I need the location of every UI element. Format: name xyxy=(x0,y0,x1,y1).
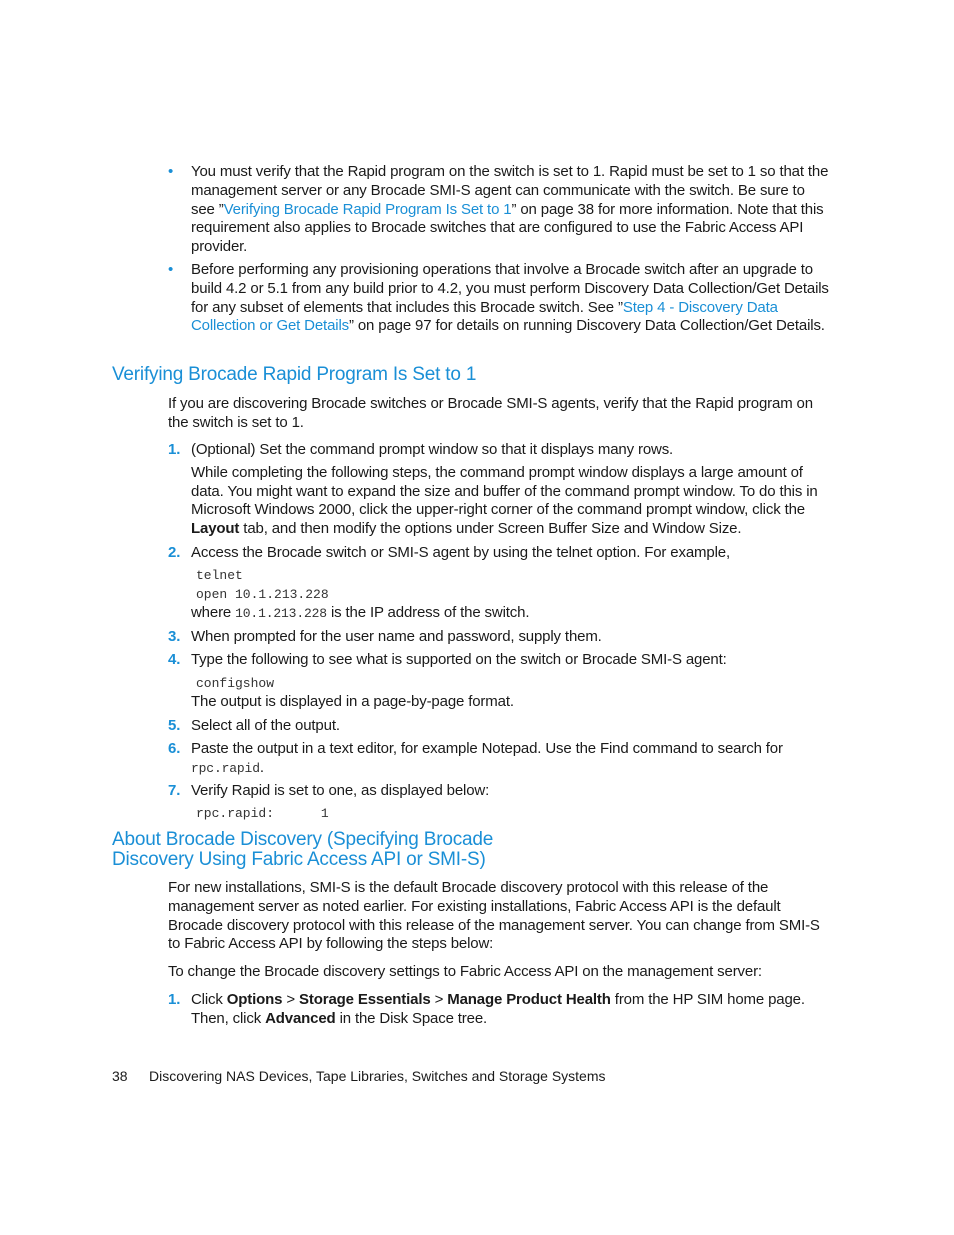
code-rapid: rpc.rapid: 1 xyxy=(196,806,329,821)
step-item xyxy=(168,717,832,736)
where-text xyxy=(191,604,831,624)
advanced-label: Advanced xyxy=(265,1009,336,1027)
step-text xyxy=(191,740,832,779)
step-text: (Optional) Set the command prompt window so that it displays many rows. xyxy=(191,441,674,458)
click-text: Click xyxy=(191,991,227,1008)
step-item xyxy=(168,651,832,670)
bullet-item xyxy=(168,163,832,257)
bullet-dot-icon: • xyxy=(168,260,174,278)
storage-essentials-label: Storage Essentials xyxy=(299,991,431,1008)
from-text: from the HP SIM home page. Then, click xyxy=(191,991,805,1027)
step-item xyxy=(168,740,832,779)
step-detail xyxy=(191,464,832,539)
step-number: 3. xyxy=(168,628,181,645)
step-item xyxy=(168,991,832,1029)
rpc-rapid-code: rpc.rapid xyxy=(191,760,260,776)
options-label: Options xyxy=(226,991,283,1008)
code-telnet: telnet xyxy=(196,568,243,583)
manage-product-health-label: Manage Product Health xyxy=(447,991,611,1008)
bullet-text-end: ” on page 97 for details on running Discovery Data Collection/Get Details. xyxy=(348,317,825,335)
ip-address: 10.1.213.228 xyxy=(235,606,327,621)
step-text: Select all of the output. xyxy=(191,717,340,734)
step-number: 1. xyxy=(168,441,181,458)
separator: > xyxy=(282,991,300,1008)
step-text: Verify Rapid is set to one, as displayed below: xyxy=(191,782,490,799)
step6-end: . xyxy=(259,758,264,776)
where-suffix: is the IP address of the switch. xyxy=(326,604,530,621)
step-text xyxy=(191,991,832,1029)
about-paragraph: For new installations, SMI-S is the default Brocade discovery protocol with this release of the management server as noted earlier. For existing installations, Fabric Access API is the default Brocade discovery protocol with this release of the management server. You can change from SMI-S to Fabric Access API by following the steps below: xyxy=(168,879,820,953)
step-item xyxy=(168,544,832,563)
bullet-text: You must verify that the Rapid program on the switch is set to 1. Rapid must be set to 1 so that the management server or any Brocade SMI-S agent can communicate with the switch. Be sure to see ” xyxy=(191,163,829,218)
page-footer xyxy=(112,1067,606,1085)
step-item xyxy=(168,628,832,647)
link-verifying-rapid[interactable]: Verifying Brocade Rapid Program Is Set to 1 xyxy=(223,200,512,218)
code-open: open 10.1.213.228 xyxy=(196,587,329,602)
bullet-text-end: ” on page 38 for more information. Note that this requirement also applies to Brocade switches that are configured to use the Fabric Access API provider. xyxy=(191,200,824,256)
step-number: 5. xyxy=(168,717,181,734)
output-text: The output is displayed in a page-by-page format. xyxy=(191,693,514,710)
step-number: 4. xyxy=(168,651,181,668)
tree-text: in the Disk Space tree. xyxy=(335,1009,488,1027)
code-configshow: configshow xyxy=(196,676,275,691)
step-text: Type the following to see what is supported on the switch or Brocade SMI-S agent: xyxy=(191,651,727,668)
layout-label: Layout xyxy=(191,520,240,538)
heading-line-1: About Brocade Discovery (Specifying Brocade xyxy=(112,829,494,850)
step-number: 7. xyxy=(168,782,181,799)
step6-text: Paste the output in a text editor, for example Notepad. Use the Find command to search for xyxy=(191,740,783,757)
separator: > xyxy=(430,991,448,1008)
step-number: 2. xyxy=(168,544,181,561)
section-heading-about xyxy=(112,830,612,870)
step-item xyxy=(168,782,832,801)
step-number: 6. xyxy=(168,740,181,757)
change-paragraph: To change the Brocade discovery settings to Fabric Access API on the management server: xyxy=(168,963,762,980)
bullet-item xyxy=(168,261,832,336)
step-text: Access the Brocade switch or SMI-S agent by using the telnet option. For example, xyxy=(191,544,730,561)
link-step4-discovery[interactable]: Step 4 - Discovery Data Collection or Get Details xyxy=(191,298,778,335)
bullet-dot-icon: • xyxy=(168,163,174,180)
section-heading-verifying: Verifying Brocade Rapid Program Is Set to 1 xyxy=(112,364,477,385)
where-prefix: where xyxy=(191,604,236,621)
intro-paragraph: If you are discovering Brocade switches or Brocade SMI-S agents, verify that the Rapid program on the switch is set to 1. xyxy=(168,395,813,431)
detail-text: While completing the following steps, the command prompt window displays a large amount of data. You might want to expand the size and buffer of the command prompt window. To do this in Microsoft Windows 2000, click the upper-right corner of the command prompt window, click the xyxy=(191,463,818,519)
heading-line-2: Discovery Using Fabric Access API or SMI-S) xyxy=(112,849,486,870)
step-number: 1. xyxy=(168,991,181,1008)
chapter-title: Discovering NAS Devices, Tape Libraries, Switches and Storage Systems xyxy=(149,1068,606,1084)
page-number: 38 xyxy=(112,1068,128,1084)
step-item xyxy=(168,441,832,539)
bullet-list xyxy=(168,163,832,340)
bullet-text: Before performing any provisioning operations that involve a Brocade switch after an upgrade to build 4.2 or 5.1 from any build prior to 4.2, you must perform Discovery Data Collection/Get Details for any subset of elements that includes this Brocade switch. See ” xyxy=(191,260,829,316)
step-text: When prompted for the user name and password, supply them. xyxy=(191,628,602,645)
detail-text-end: tab, and then modify the options under Screen Buffer Size and Window Size. xyxy=(239,520,742,538)
